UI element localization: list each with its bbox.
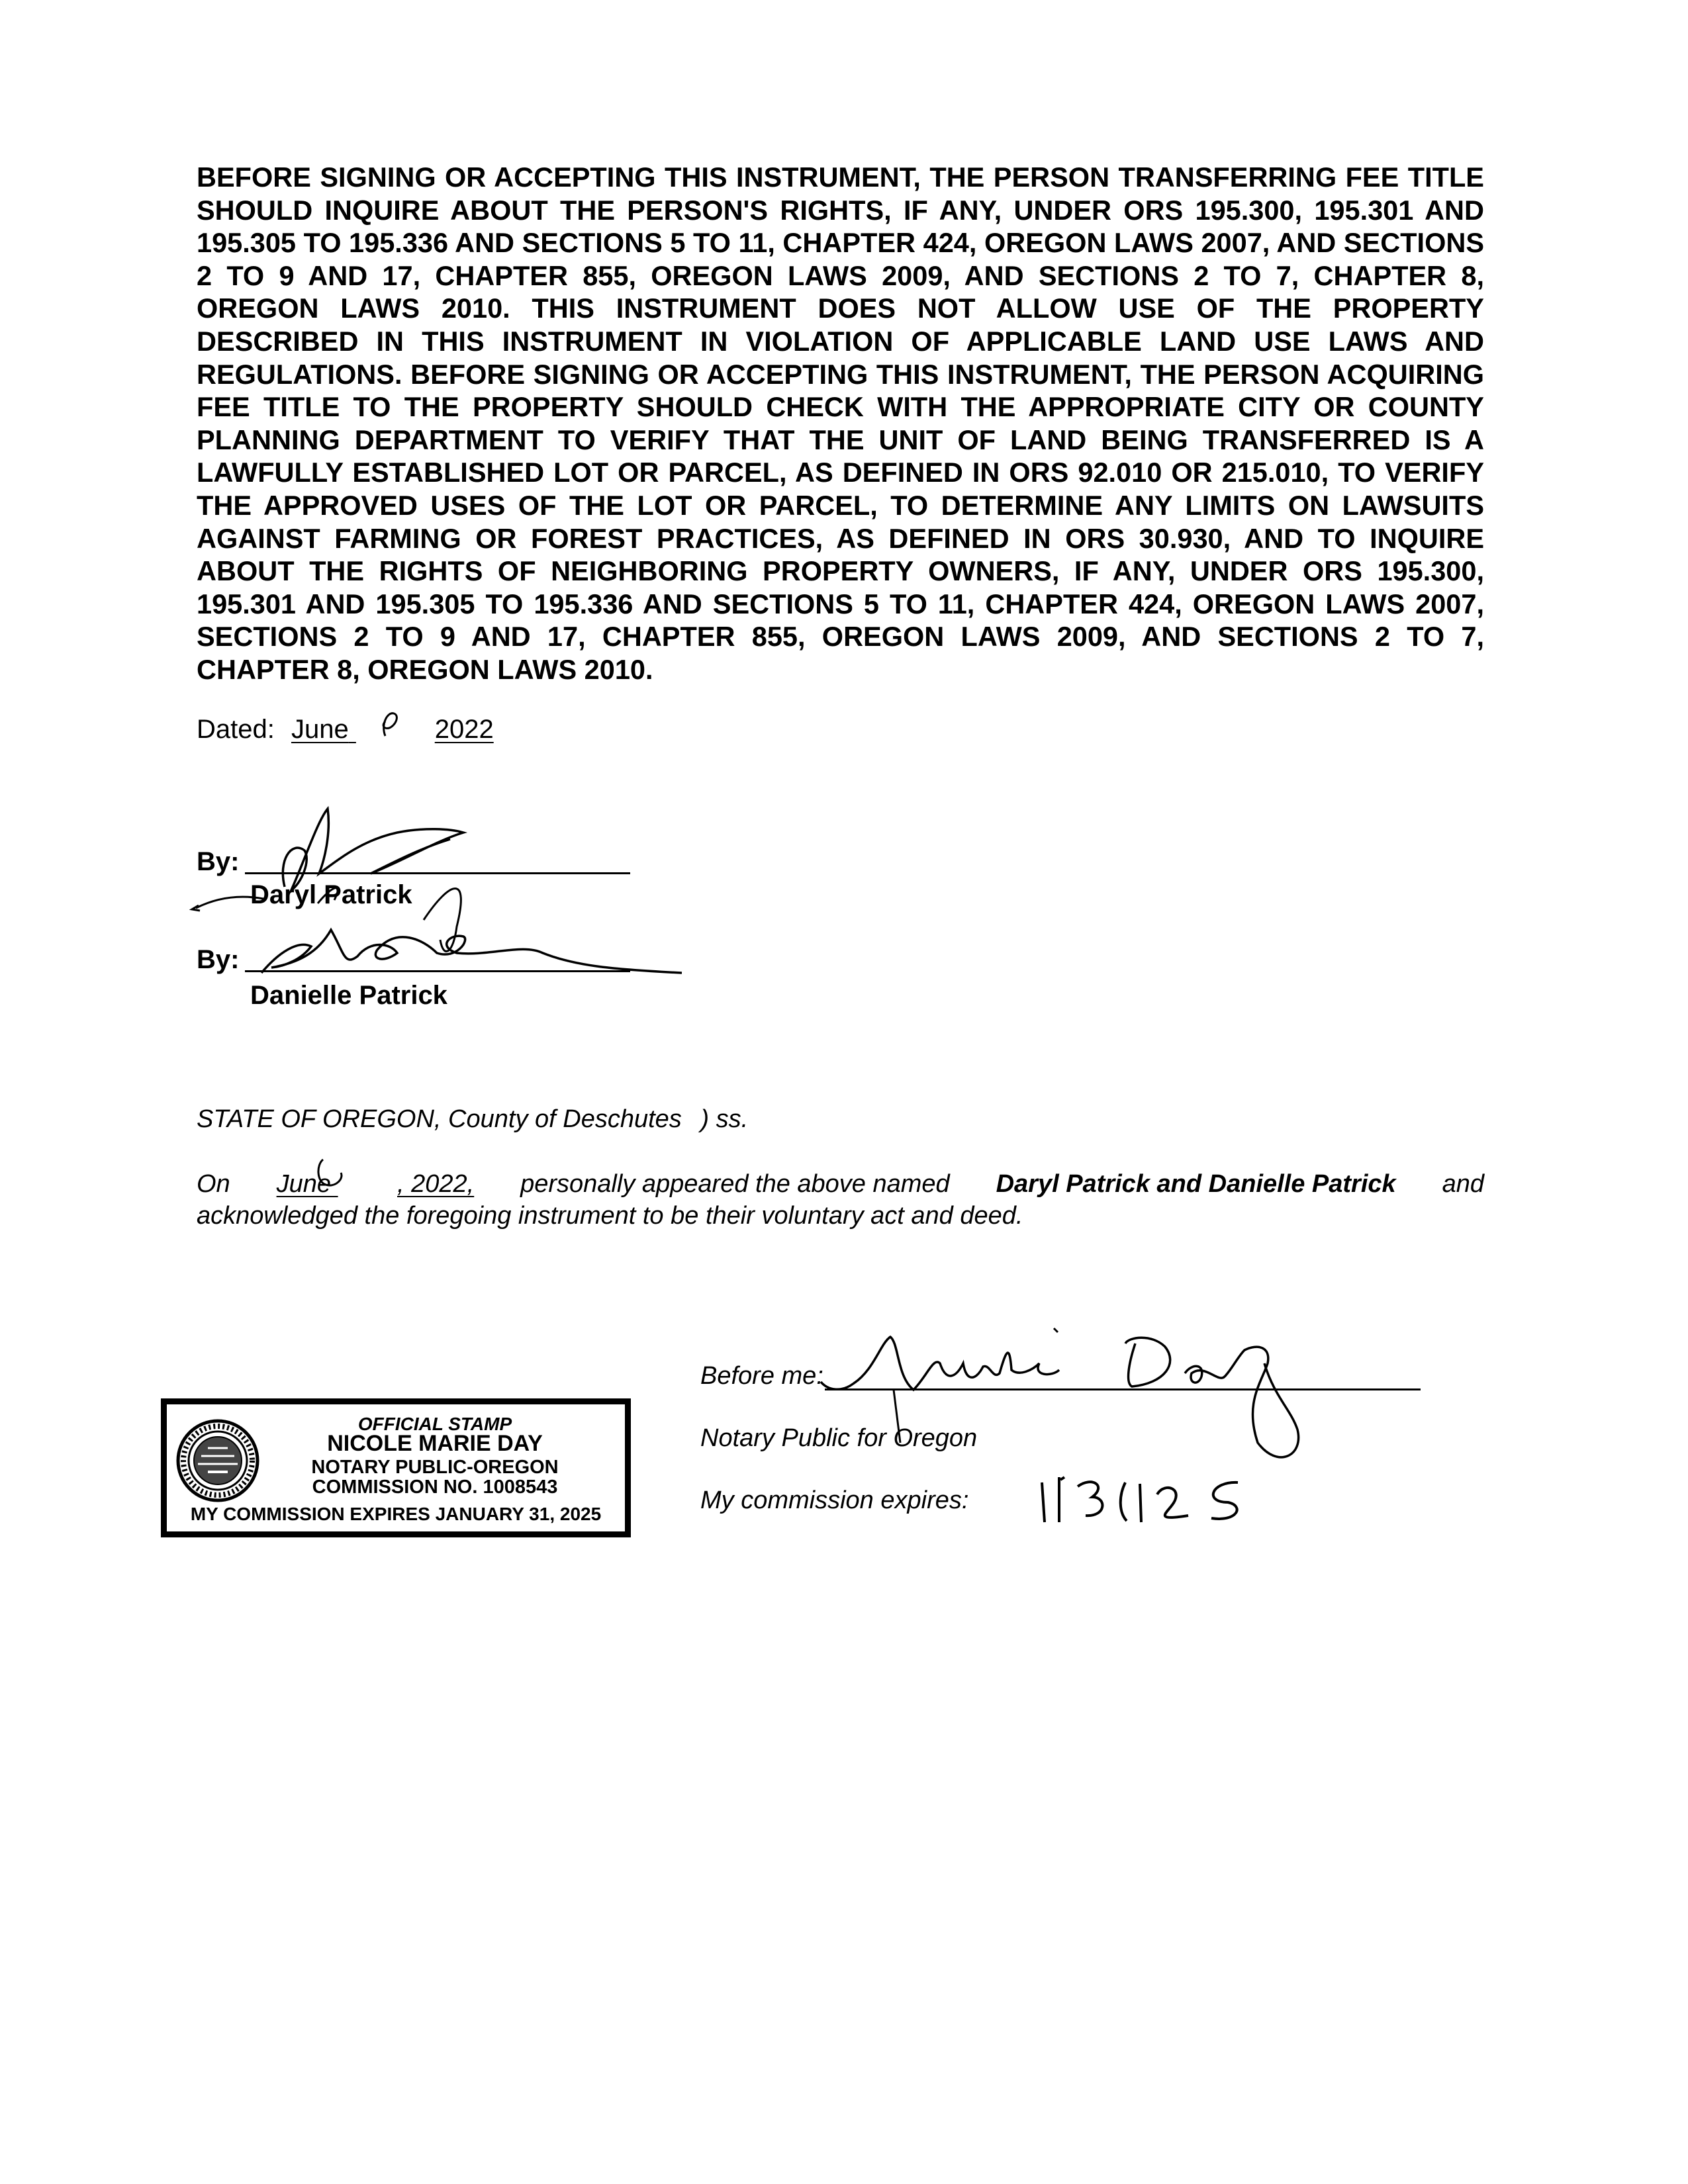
ack-line-2: acknowledged the foregoing instrument to be their voluntary act and deed. xyxy=(197,1202,1023,1230)
ack-and: and xyxy=(1442,1170,1484,1198)
venue-county: County of Deschutes xyxy=(448,1105,682,1133)
notary-signature-line xyxy=(825,1388,1421,1390)
statutory-notice-paragraph: BEFORE SIGNING OR ACCEPTING THIS INSTRUMENT, THE PERSON TRANSFERRING FEE TITLE SHOULD INQUIRE ABOUT THE PERSON'S RIGHTS, IF ANY, UNDER ORS 195.300, 195.301 AND 195.305 TO 195.336 AND SECTIONS 5 TO 11, CHAPTER 424, OREGON LAWS 2007, AND SECTIONS 2 TO 9 AND 17, CHAPTER 855, OREGON LAWS 2009, AND SECTIONS 2 TO 7, CHAPTER 8, OREGON LAWS 2010. THIS INSTRUMENT DOES NOT ALLOW USE OF THE PROPERTY DESCRIBED IN THIS INSTRUMENT IN VIOLATION OF APPLICABLE LAND USE LAWS AND REGULATIONS. BEFORE SIGNING OR ACCEPTING THIS INSTRUMENT, THE PERSON ACQUIRING FEE TITLE TO THE PROPERTY SHOULD CHECK WITH THE APPROPRIATE CITY OR COUNTY PLANNING DEPARTMENT TO VERIFY THAT THE UNIT OF LAND BEING TRANSFERRED IS A LAWFULLY ESTABLISHED LOT OR PARCEL, AS DEFINED IN ORS 92.010 OR 215.010, TO VERIFY THE APPROVED USES OF THE LOT OR PARCEL, TO DETERMINE ANY LIMITS ON LAWSUITS AGAINST FARMING OR FOREST PRACTICES, AS DEFINED IN ORS 30.930, AND TO INQUIRE ABOUT THE RIGHTS OF NEIGHBORING PROPERTY OWNERS, IF ANY, UNDER ORS 195.300, 195.301 AND 195.305 TO 195.336 AND SECTIONS 5 TO 11, CHAPTER 424, OREGON LAWS 2007, SECTIONS 2 TO 9 AND 17, CHAPTER 855, OREGON LAWS 2009, AND SECTIONS 2 TO 7, CHAPTER 8, OREGON LAWS 2010. xyxy=(197,161,1484,685)
venue-state: STATE OF OREGON, xyxy=(197,1105,442,1133)
stamp-notary-name: NICOLE MARIE DAY xyxy=(327,1431,543,1456)
commission-label: My commission expires: xyxy=(700,1486,969,1514)
before-me-label: Before me: xyxy=(700,1362,823,1390)
signature-1-name: Daryl Patrick xyxy=(250,880,412,909)
signature-2-name: Danielle Patrick xyxy=(250,981,447,1010)
stamp-commission-number: COMMISSION NO. 1008543 xyxy=(312,1477,558,1498)
dated-year: 2022 xyxy=(434,715,494,744)
dated-line xyxy=(197,715,494,745)
dated-month: June xyxy=(291,715,349,744)
ack-date-group xyxy=(277,1170,475,1199)
official-notary-stamp xyxy=(161,1398,631,1537)
notary-public-label: Notary Public for Oregon xyxy=(700,1424,978,1452)
stamp-expiration: MY COMMISSION EXPIRES JANUARY 31, 2025 xyxy=(190,1504,602,1524)
signature-1-label: By: xyxy=(197,847,240,876)
signature-1-line xyxy=(245,872,630,874)
dated-label: Dated: xyxy=(197,715,275,744)
signature-2-label: By: xyxy=(197,945,240,974)
ack-on: On xyxy=(197,1170,230,1198)
ack-text-1: personally appeared the above named xyxy=(520,1170,950,1198)
dated-day-blank xyxy=(349,715,435,745)
ack-names: Daryl Patrick and Danielle Patrick xyxy=(996,1170,1396,1198)
ack-line-1 xyxy=(197,1170,1484,1199)
ack-day-blank xyxy=(331,1170,397,1199)
stamp-notary-title: NOTARY PUBLIC-OREGON xyxy=(311,1457,559,1478)
stamp-heading: OFFICIAL STAMP xyxy=(357,1414,512,1434)
ack-month: June xyxy=(276,1170,331,1198)
oregon-state-seal-icon xyxy=(175,1418,261,1504)
venue-line xyxy=(197,1105,748,1134)
signature-2-line xyxy=(245,970,630,972)
venue-ss: ) ss. xyxy=(700,1105,749,1133)
ack-year: , 2022, xyxy=(397,1170,475,1198)
